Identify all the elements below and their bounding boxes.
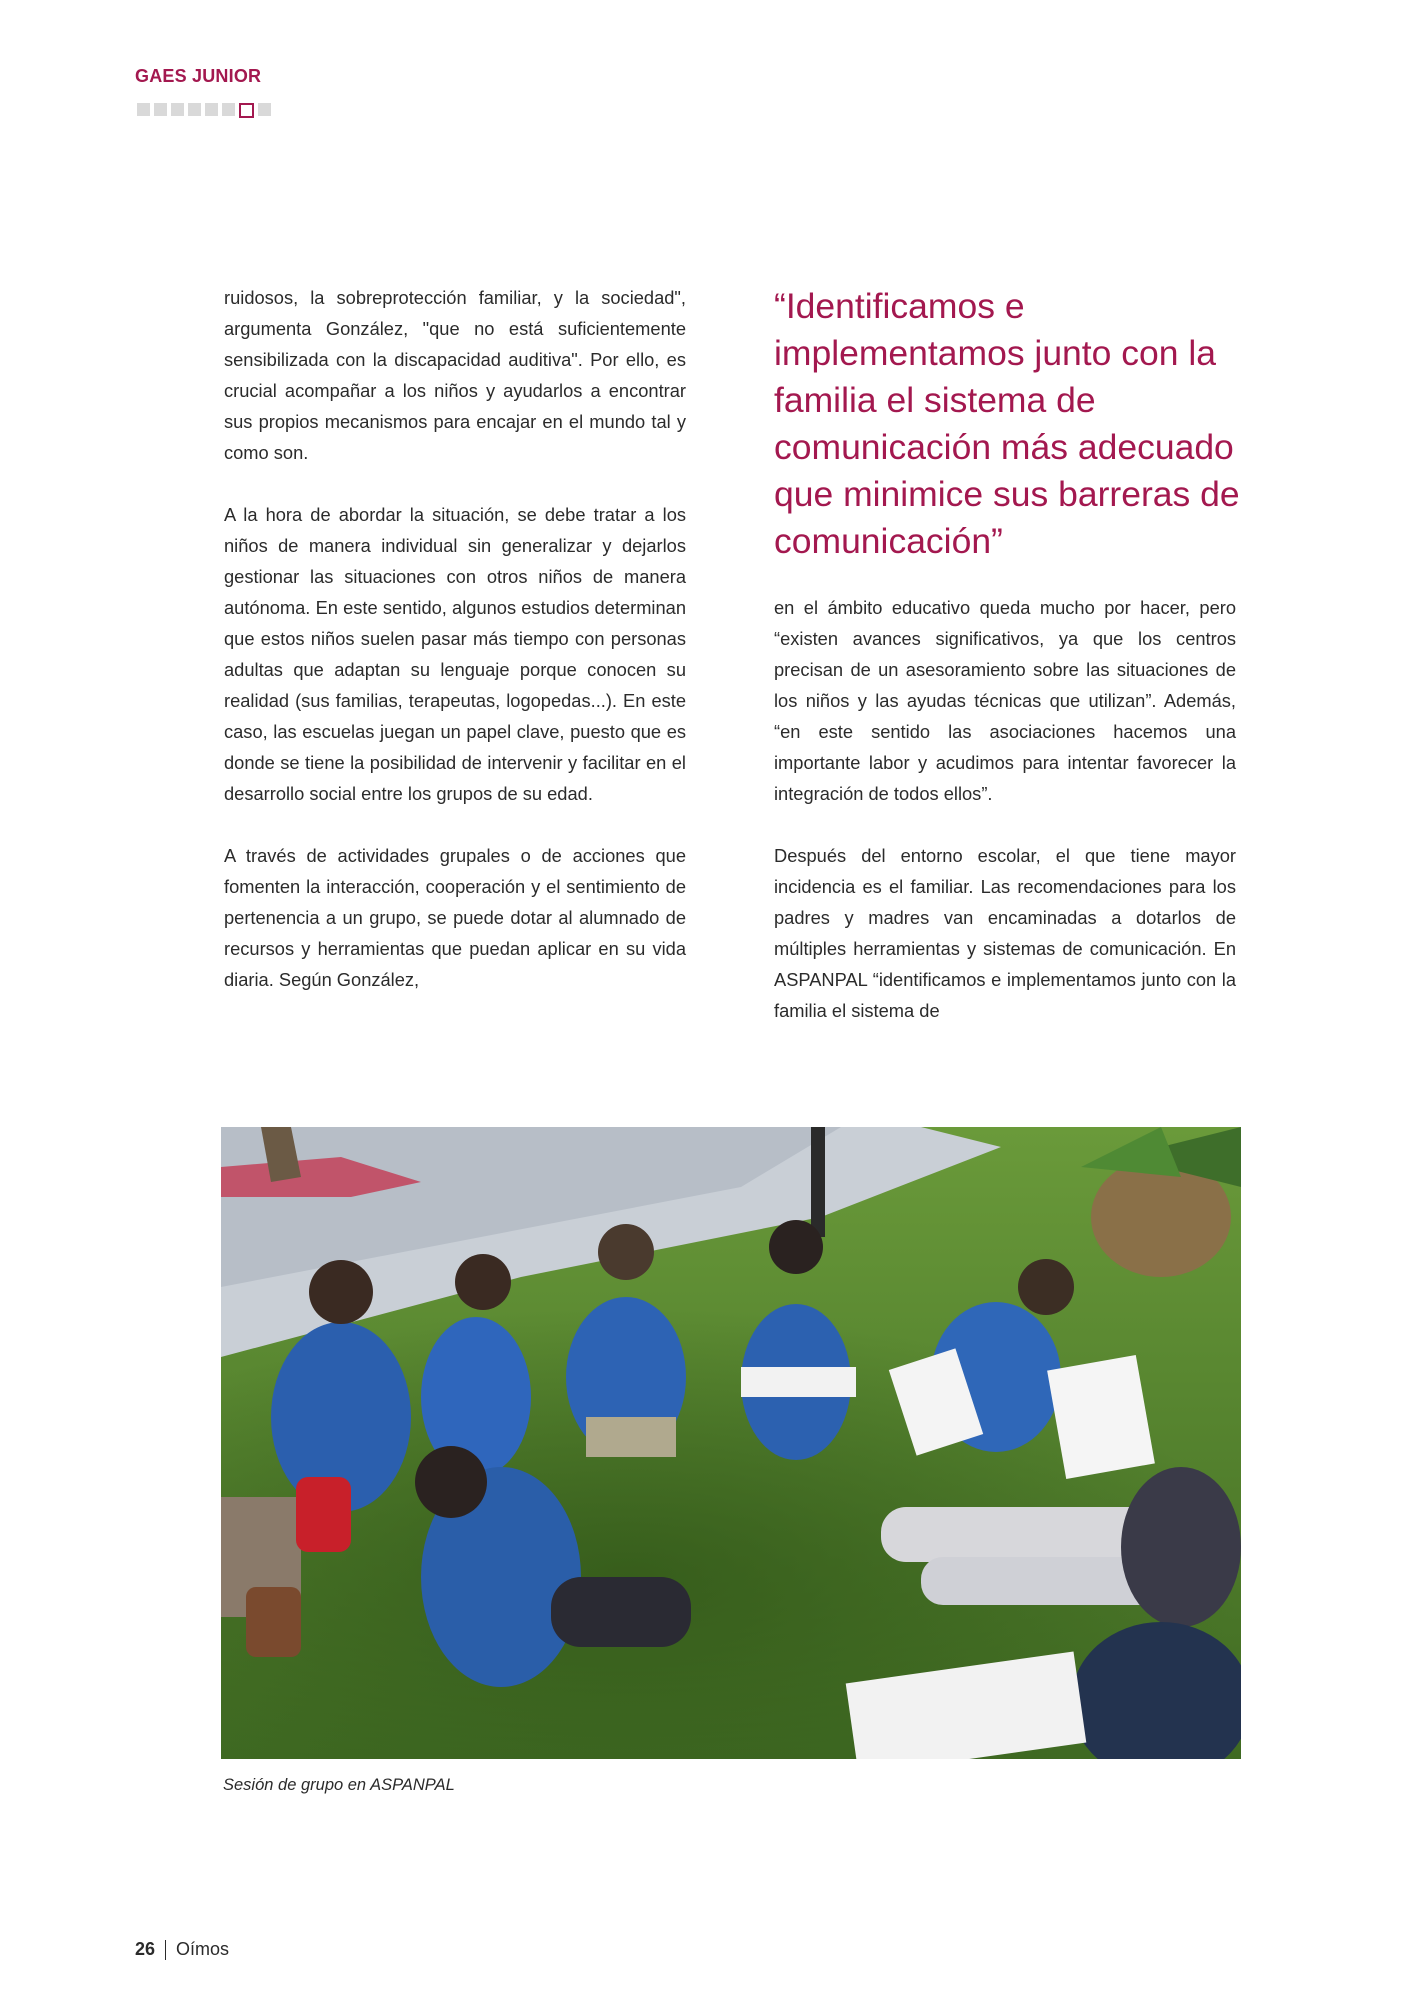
progress-square <box>205 103 218 116</box>
page-number: 26 <box>135 1939 156 1959</box>
progress-square <box>188 103 201 116</box>
article-paragraph: Después del entorno escolar, el que tiene mayor incidencia es el familiar. Las recomendaciones para los padres y madres van encaminadas a dotarlos de múltiples herramientas y sistemas de comunicación. En ASPANPAL “identificamos e implementamos junto con la familia el sistema de <box>774 845 1236 1021</box>
article-left-column <box>224 282 686 1026</box>
article-right-column <box>774 592 1236 1057</box>
footer-divider <box>165 1940 166 1960</box>
progress-square <box>222 103 235 116</box>
progress-square <box>258 103 271 116</box>
progress-square <box>137 103 150 116</box>
pull-quote: “Identificamos e implementamos junto con la familia el sistema de comunicación más adecuado que minimice sus barreras de comunicación” <box>774 286 1240 561</box>
article-paragraph: en el ámbito educativo queda mucho por hacer, pero “existen avances significativos, ya que los centros precisan de un asesoramiento sobre las situaciones de los niños y las ayudas técnicas que utilizan”. Además, “en este sentido las asociaciones hacemos una importante labor y acudimos para intentar favorecer la integración de todos ellos”. <box>774 597 1236 804</box>
article-paragraph: ruidosos, la sobreprotección familiar, y la sociedad", argumenta González, "que no está suficientemente sensibilizada con la discapacidad auditiva". Por ello, es crucial acompañar a los niños y ayudarlos a encontrar sus propios mecanismos para encajar en el mundo tal y como son. <box>224 287 686 463</box>
article-paragraph: A la hora de abordar la situación, se debe tratar a los niños de manera individual sin generalizar y dejarlos gestionar las situaciones con otros niños de manera autónoma. En este sentido, algunos estudios determinan que estos niños suelen pasar más tiempo con personas adultas que adaptan su lenguaje porque conocen su realidad (sus familias, terapeutas, logopedas...). En este caso, las escuelas juegan un papel clave, puesto que es donde se tiene la posibilidad de intervenir y facilitar en el desarrollo social entre los grupos de su edad. <box>224 504 686 804</box>
section-label: GAES JUNIOR <box>135 66 262 86</box>
publication-name: Oímos <box>176 1939 230 1959</box>
progress-square <box>154 103 167 116</box>
section-progress-squares <box>137 103 271 118</box>
progress-square-active <box>239 103 254 118</box>
article-paragraph: A través de actividades grupales o de acciones que fomenten la interacción, cooperación y el sentimiento de pertenencia a un grupo, se puede dotar al alumnado de recursos y herramientas que puedan aplicar en su vida diaria. Según González, <box>224 845 686 990</box>
page-footer <box>135 1939 229 1960</box>
group-session-photo <box>221 1127 1241 1759</box>
photo-caption: Sesión de grupo en ASPANPAL <box>223 1776 455 1794</box>
progress-square <box>171 103 184 116</box>
